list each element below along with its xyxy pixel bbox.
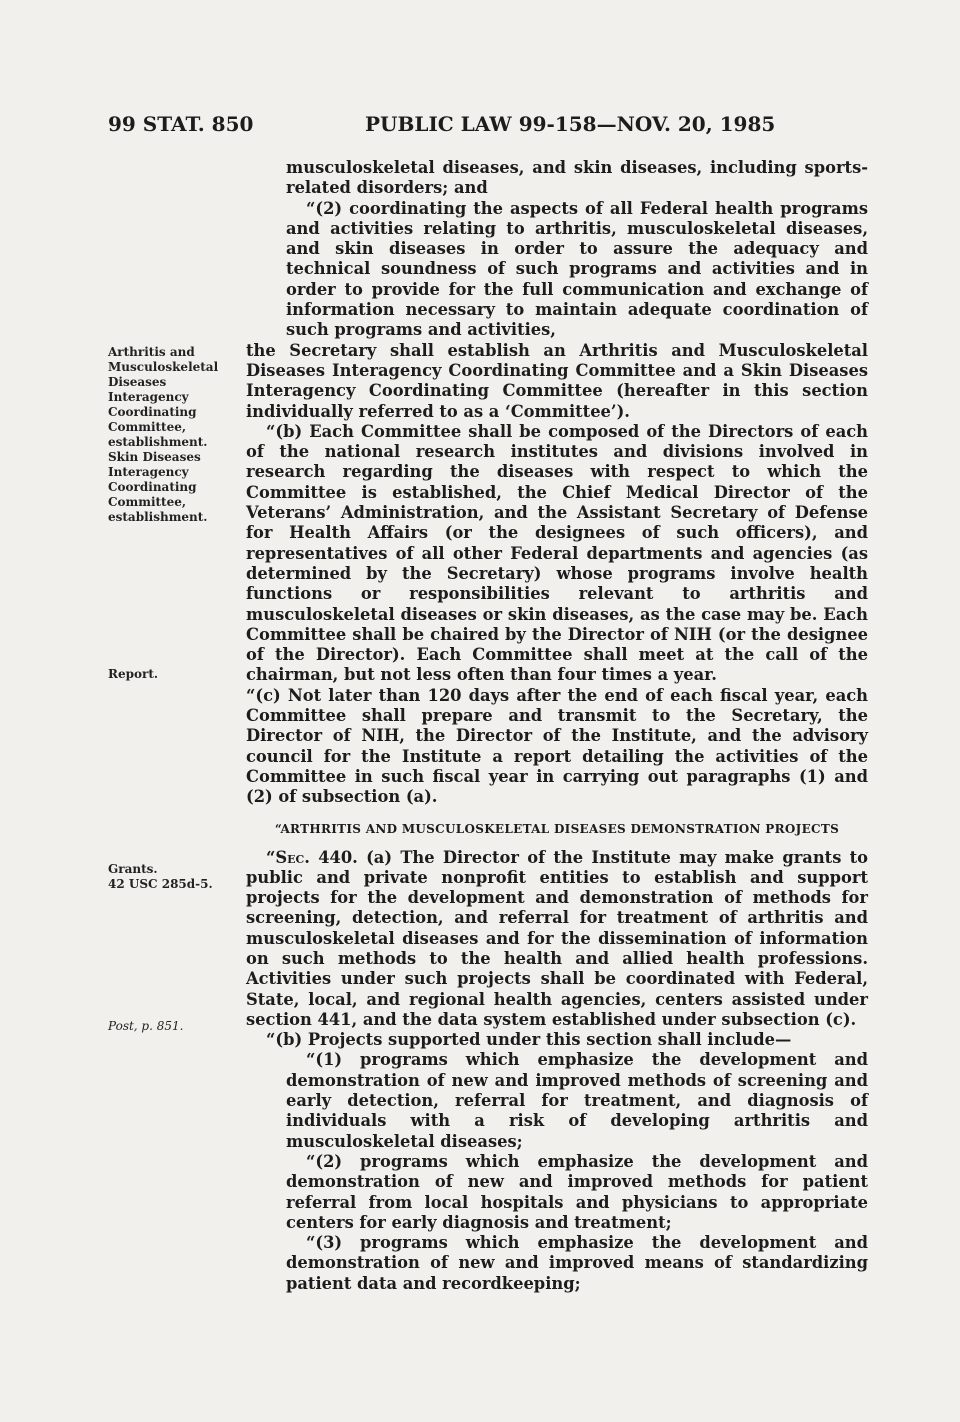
margin-note-committees [108, 345, 238, 525]
margin-line: establishment. [108, 435, 208, 449]
law-title: PUBLIC LAW 99-158—NOV. 20, 1985 [365, 112, 776, 136]
paragraph: “(b) Projects supported under this section shall include— [266, 1030, 792, 1050]
stat-page-number: 99 STAT. 850 [108, 112, 254, 136]
margin-line: Diseases [108, 375, 167, 389]
margin-line: Skin Diseases [108, 450, 201, 464]
paragraph: “(b) Each Committee shall be composed of the Directors of each of the national research institutes and divisions involved in research regarding the diseases with respect to which the Committee is established, the Chief Medical Director of the Veterans’ Administration, and the Assistant Secretary of Defense for Health Affairs (or the designees of such officers), and representatives of all other Federal departments and agencies (as determined by the Secretary) whose programs involve health functions or responsibilities relevant to arthritis and musculoskeletal diseases or skin diseases, as the case may be. Each Committee shall be chaired by the Director of NIH (or the designee of the Director). Each Committee shall meet at the call of the chairman, but not less often than four times a year. [246, 421, 868, 685]
paragraph-text: 440. (a) The Director of the Institute may make grants to public and private nonprofit entities to establish and support projects for the development and demonstration of methods for screening, detection, and referral for treatment of arthritis and musculoskeletal diseases and for the dissemination of information on such methods to the health and allied health professions. Activities under such projects shall be coordinated with Federal, State, local, and regional health agencies, centers assisted under section 441, and the data system established under subsection (c). [246, 847, 868, 1029]
margin-line: establishment. [108, 510, 208, 524]
margin-line: Arthritis and [108, 345, 195, 359]
margin-line: Committee, [108, 420, 187, 434]
paragraph: musculoskeletal diseases, and skin diseases, including sports-related disorders; and [286, 158, 868, 198]
margin-line: Interagency [108, 465, 189, 479]
paragraph: the Secretary shall establish an Arthritis and Musculoskeletal Diseases Interagency Coordinating Committee and a Skin Diseases Interagency Coordinating Committee (hereafter in this section individually referred to as a ‘Committee’). [246, 340, 868, 421]
paragraph: “(2) coordinating the aspects of all Federal health programs and activities relating to arthritis, musculoskeletal diseases, and skin diseases in order to assure the adequacy and technical soundness of such programs and activities and in order to provide for the full communication and exchange of information necessary to maintain adequate coordination of such programs and activities, [286, 198, 868, 340]
margin-note-grants [108, 862, 238, 892]
margin-line: Post, p. 851. [108, 1019, 184, 1033]
margin-line: 42 USC 285d-5. [108, 877, 213, 891]
section-label: “Sec. [266, 847, 310, 867]
page-header [108, 112, 868, 142]
section-heading: “ARTHRITIS AND MUSCULOSKELETAL DISEASES DEMONSTRATION PROJECTS [274, 821, 840, 836]
paragraph: “(1) programs which emphasize the development and demonstration of new and improved methods of screening and early detection, referral for treatment, and diagnosis of individuals with a risk of developing arthritis and musculoskeletal diseases; [286, 1050, 868, 1151]
body-text [246, 158, 868, 1294]
paragraph: “(2) programs which emphasize the development and demonstration of new and improved methods for patient referral from local hospitals and physicians to appropriate centers for early diagnosis and treatment; [286, 1151, 868, 1232]
margin-line: Musculoskeletal [108, 360, 219, 374]
margin-line: Coordinating [108, 405, 197, 419]
margin-line: Coordinating [108, 480, 197, 494]
margin-note-post [108, 1019, 238, 1034]
margin-line: Report. [108, 667, 159, 681]
margin-line: Grants. [108, 862, 158, 876]
paragraph: “(c) Not later than 120 days after the end of each fiscal year, each Committee shall prepare and transmit to the Secretary, the Director of NIH, the Director of the Institute, and the advisory council for the Institute a report detailing the activities of the Committee in such fiscal year in carrying out paragraphs (1) and (2) of subsection (a). [246, 685, 868, 807]
margin-line: Committee, [108, 495, 187, 509]
paragraph: “(3) programs which emphasize the development and demonstration of new and improved means of standardizing patient data and recordkeeping; [286, 1233, 868, 1293]
margin-line: Interagency [108, 390, 189, 404]
paragraph [246, 848, 868, 1031]
margin-note-report [108, 667, 238, 682]
